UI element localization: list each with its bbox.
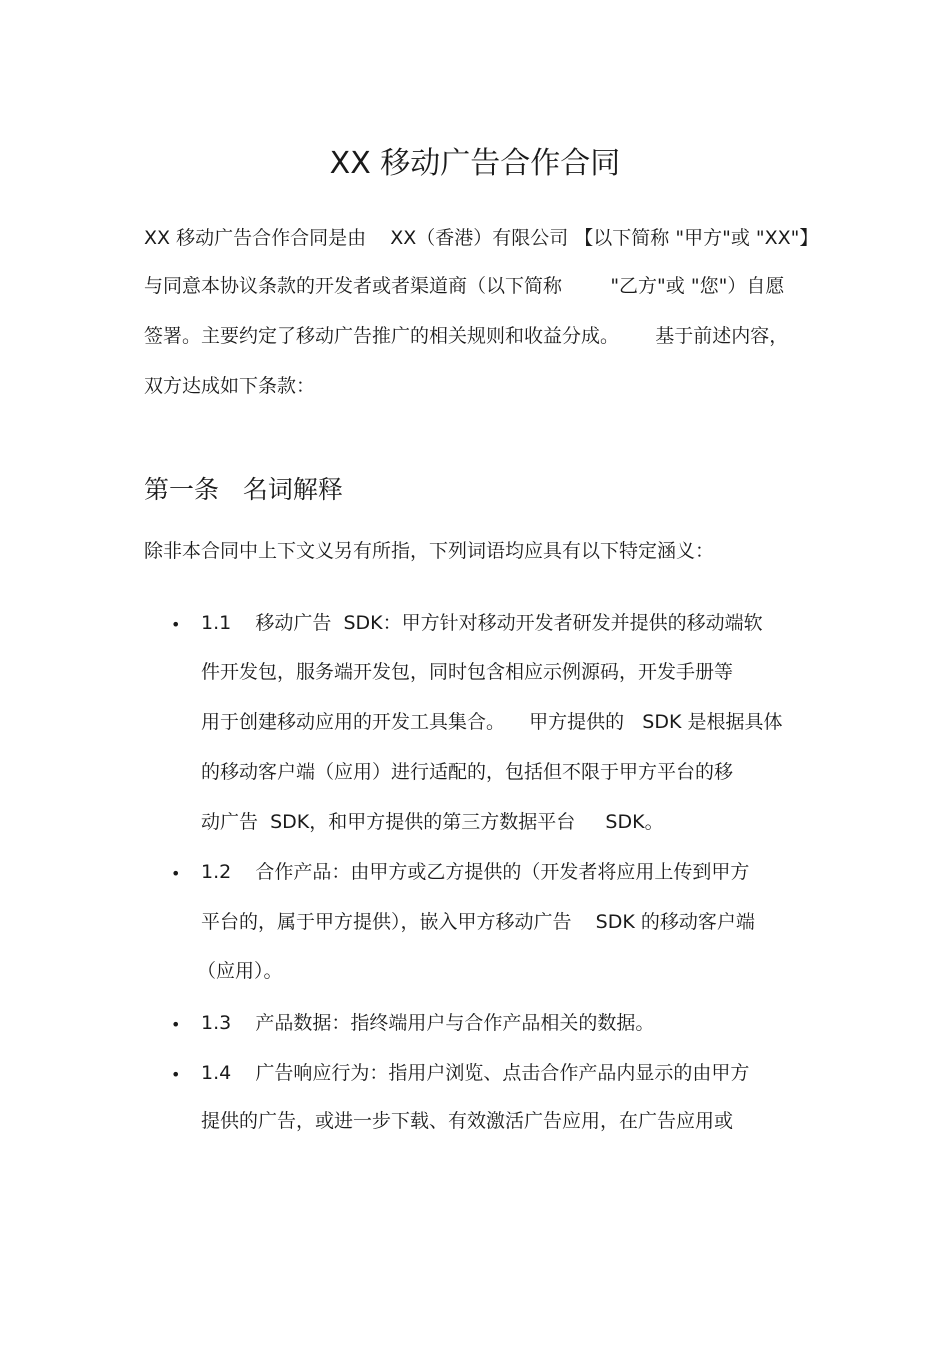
section-heading: 第一条 名词解释: [144, 475, 343, 504]
list-item-line: 提供的广告，或进一步下载、有效激活广告应用，在广告应用或: [201, 1110, 734, 1132]
list-item-line: （应用）。: [197, 960, 283, 982]
contract-title: XX 移动广告合作合同: [329, 146, 621, 181]
bullet-marker: •: [171, 864, 181, 883]
intro-line: 双方达成如下条款：: [144, 375, 316, 397]
list-item-line: 1.4 广告响应行为：指用户浏览、点击合作产品内显示的由甲方: [201, 1062, 750, 1084]
intro-line: 与同意本协议条款的开发者或者渠道商（以下简称 "乙方"或 "您"）自愿: [144, 275, 785, 297]
list-item-line: 1.1 移动广告 SDK：甲方针对移动开发者研发并提供的移动端软: [201, 612, 763, 634]
section-lead: 除非本合同中上下文义另有所指，下列词语均应具有以下特定涵义：: [144, 540, 715, 562]
list-item-line: 平台的，属于甲方提供），嵌入甲方移动广告 SDK 的移动客户端: [201, 911, 755, 933]
bullet-marker: •: [171, 615, 181, 634]
intro-line: 签署。主要约定了移动广告推广的相关规则和收益分成。 基于前述内容，: [144, 325, 789, 347]
bullet-marker: •: [171, 1015, 181, 1034]
list-item-line: 用于创建移动应用的开发工具集合。 甲方提供的 SDK 是根据具体: [201, 711, 783, 733]
list-item-line: 动广告 SDK，和甲方提供的第三方数据平台 SDK。: [201, 811, 664, 833]
intro-line: XX 移动广告合作合同是由 XX（香港）有限公司 【以下简称 "甲方"或 "XX"】: [144, 227, 819, 249]
list-item-line: 件开发包，服务端开发包，同时包含相应示例源码，开发手册等: [201, 661, 734, 683]
list-item-line: 1.3 产品数据：指终端用户与合作产品相关的数据。: [201, 1012, 655, 1034]
bullet-marker: •: [171, 1065, 181, 1084]
list-item-line: 1.2 合作产品：由甲方或乙方提供的（开发者将应用上传到甲方: [201, 861, 750, 883]
list-item-line: 的移动客户端（应用）进行适配的，包括但不限于甲方平台的移: [201, 761, 734, 783]
